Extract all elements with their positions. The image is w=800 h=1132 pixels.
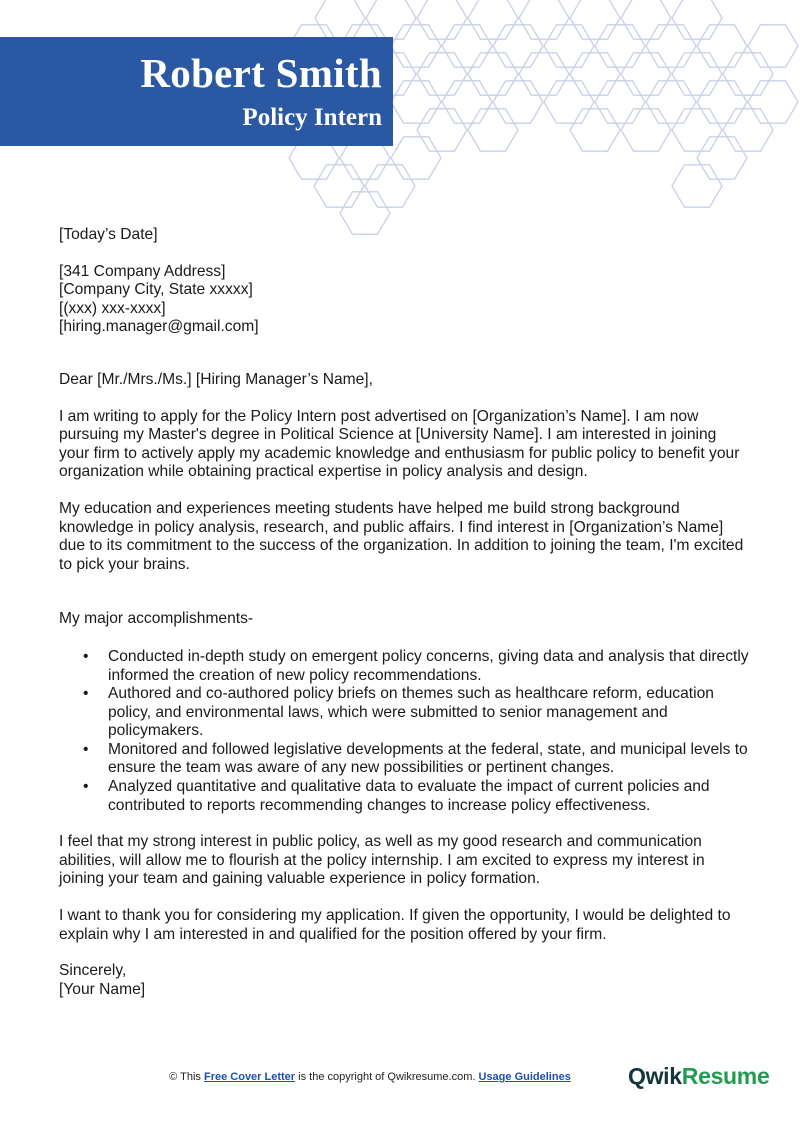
hexagon-shape [442,25,492,67]
list-item-text: Analyzed quantitative and qualitative data to evaluate the impact of current policies and contributed to reports recommending changes to increase policy effectiveness. [108,778,710,814]
address-line: [341 Company Address] [59,262,226,280]
hexagon-shape [595,81,645,123]
thank-you-paragraph: I want to thank you for considering my application. If given the opportunity, I would be delighted to explain why I am interested in and qualified for the position offered by your firm. [59,907,731,943]
hexagon-shape [366,0,416,39]
hexagon-shape [646,81,696,123]
bullet-icon: • [83,685,89,703]
hexagon-shape [314,165,364,207]
hexagon-shape [417,0,467,39]
hexagon-shape [468,0,518,39]
accomplishments-list [59,648,749,815]
sign-off: Sincerely, [59,962,127,980]
footer-middle: is the copyright of Qwikresume.com. [298,1071,476,1083]
hexagon-shape [595,25,645,67]
hexagon-shape [417,53,467,95]
hexagon-shape [519,53,569,95]
free-cover-letter-link[interactable]: Free Cover Letter [203,1071,296,1083]
hexagon-shape [748,81,798,123]
hexagon-shape [544,81,594,123]
signature: [Your Name] [59,980,146,998]
candidate-name: Robert Smith [140,50,382,96]
hexagon-shape [621,0,671,39]
footer-prefix: © This [169,1071,201,1083]
hexagon-shape [493,81,543,123]
list-item [59,778,749,815]
bullet-icon: • [83,740,89,758]
hexagon-shape [748,25,798,67]
hexagon-shape [697,81,747,123]
hexagon-shape [621,109,671,151]
hexagon-shape [544,25,594,67]
name-banner [0,37,393,146]
hexagon-shape [315,0,365,39]
hexagon-shape [621,53,671,95]
hexagon-shape [519,0,569,39]
list-item [59,685,749,741]
hexagon-shape [672,53,722,95]
bullet-icon: • [83,647,89,665]
hexagon-shape [365,165,415,207]
hexagon-shape [391,137,441,179]
letter-body [59,226,749,999]
hexagon-shape [570,53,620,95]
hexagon-shape [468,109,518,151]
hexagon-shape [672,165,722,207]
candidate-job-title: Policy Intern [242,104,382,131]
hexagon-shape [417,109,467,151]
hexagon-shape [570,109,620,151]
hexagon-shape [646,25,696,67]
address-line: [(xxx) xxx-xxxx] [59,299,166,317]
closing-paragraph: I feel that my strong interest in public policy, as well as my good research and communication abilities, will allow me to flourish at the policy internship. I am excited to express my interest in joining your team and gaining valuable experience in policy formation. [59,833,705,888]
list-item-text: Authored and co-authored policy briefs on themes such as healthcare reform, education policy, and environmental laws, which were submitted to senior management and policymakers. [108,685,714,740]
usage-guidelines-link[interactable]: Usage Guidelines [478,1071,571,1083]
hexagon-shape [391,81,441,123]
logo-part-qwik: Qwik [628,1063,682,1089]
address-line: [Company City, State xxxxx] [59,281,253,299]
hexagon-shape [723,53,773,95]
logo-part-resume: Resume [681,1063,770,1089]
bullet-icon: • [83,778,89,796]
hexagon-shape [672,0,722,39]
background-paragraph: My education and experiences meeting students have helped me build strong background knowledge in policy analysis, research, and public affairs. I find interest in [Organization’s Name] due to its commitment to the success of the organization. In addition to joining the team, I'm excited to pick your brains. [59,499,744,573]
hexagon-shape [570,0,620,39]
list-item [59,648,749,685]
hexagon-shape [442,81,492,123]
hexagon-shape [697,25,747,67]
list-item-text: Monitored and followed legislative developments at the federal, state, and municipal levels to ensure the team was aware of any new possibilities or pertinent changes. [108,740,748,777]
hexagon-shape [723,109,773,151]
recipient-address [59,263,749,337]
salutation: Dear [Mr./Mrs./Ms.] [Hiring Manager’s Name], [59,370,373,388]
hexagon-shape [697,137,747,179]
hexagon-shape [391,25,441,67]
hexagon-shape [493,25,543,67]
hexagon-shape [468,53,518,95]
list-item-text: Conducted in-depth study on emergent policy concerns, giving data and analysis that directly informed the creation of new policy recommendations. [108,647,749,684]
hexagon-shape [672,109,722,151]
qwikresume-logo[interactable] [628,1063,769,1090]
list-item [59,741,749,778]
letter-date: [Today’s Date] [59,226,158,243]
accomplishments-heading: My major accomplishments- [59,610,254,628]
address-line: [hiring.manager@gmail.com] [59,318,259,336]
intro-paragraph: I am writing to apply for the Policy Intern post advertised on [Organization’s Name]. I am now pursuing my Master's degree in Political Science at [University Name]. I am interested in joining your firm to actively apply my academic knowledge and enthusiasm for public policy to benefit your organization while obtaining practical expertise in policy analysis and design. [59,407,740,481]
